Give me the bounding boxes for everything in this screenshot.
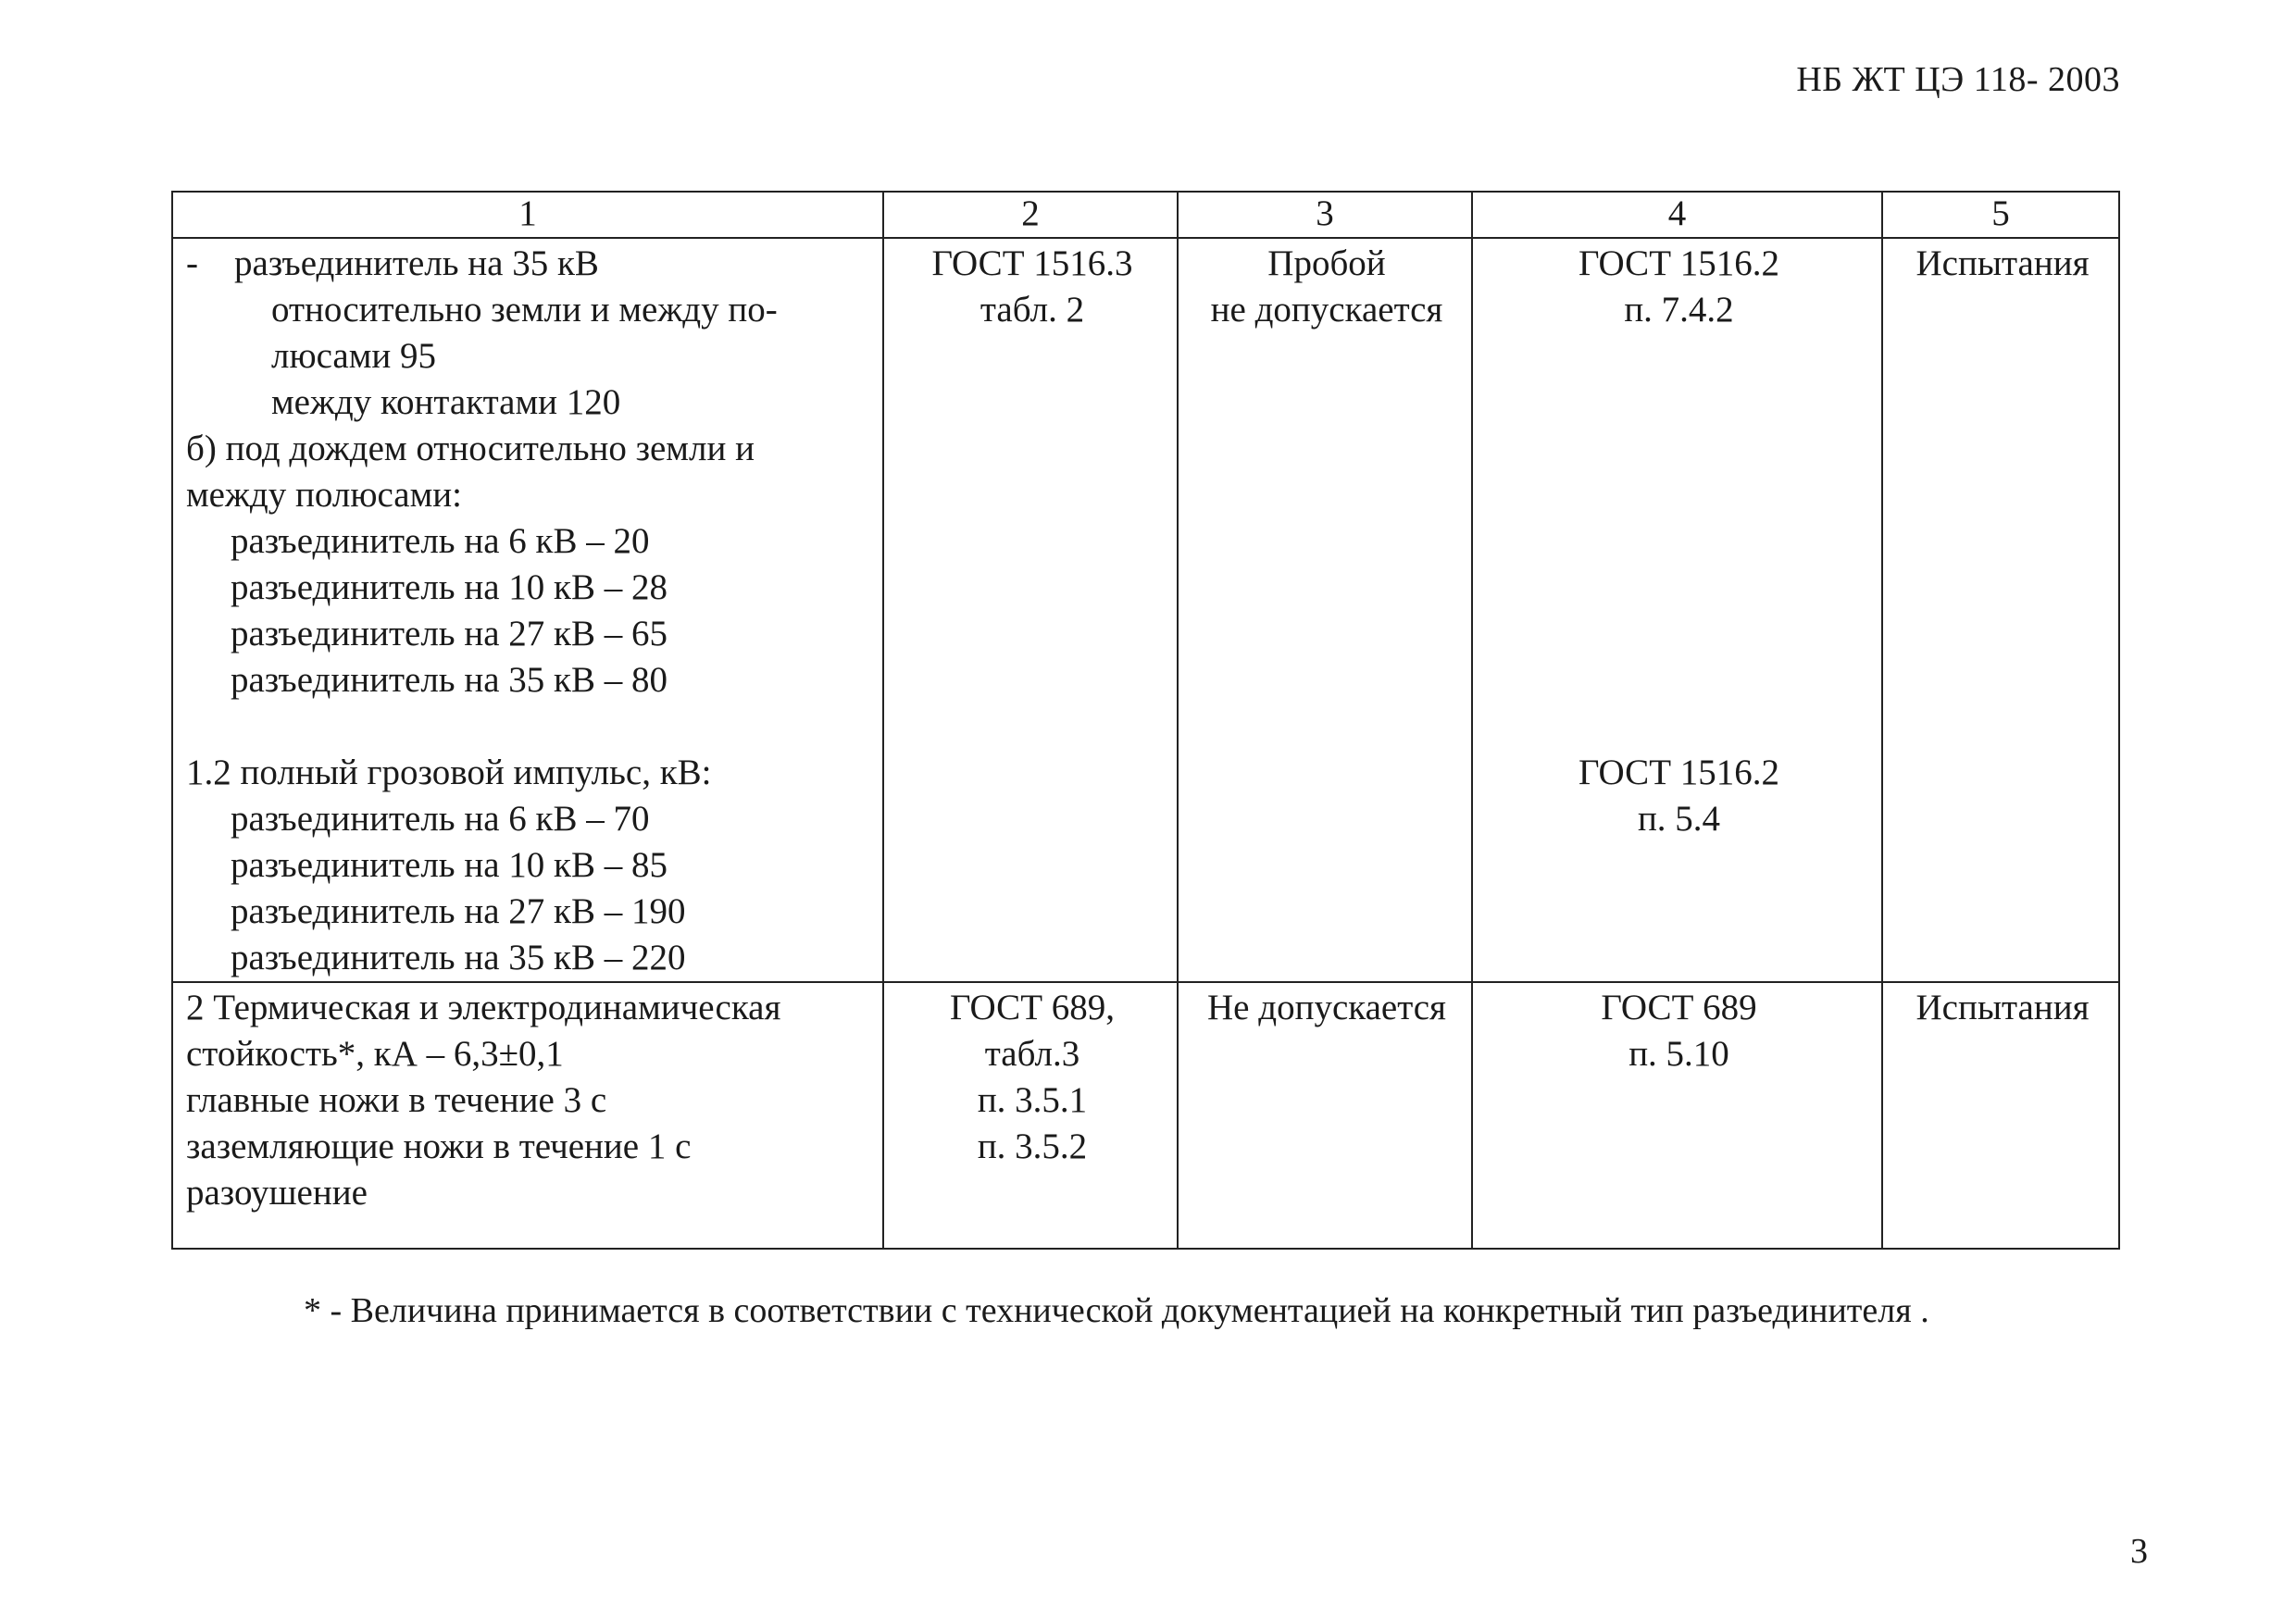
text-line: п. 7.4.2 <box>1624 290 1734 330</box>
text-line: заземляющие ножи в течение 1 с <box>186 1126 692 1166</box>
text-line: б) под дождем относительно земли и <box>186 429 755 468</box>
text-line: ГОСТ 689, <box>949 988 1116 1027</box>
text-line: Пробой <box>1267 243 1386 283</box>
text-line: между полюсами: <box>186 475 462 515</box>
column-header-2: 2 <box>883 192 1178 238</box>
column-header-4: 4 <box>1472 192 1882 238</box>
text-line: относительно земли и между по- <box>271 290 778 330</box>
text-line: ГОСТ 1516.3 <box>931 243 1133 283</box>
text-line: люсами 95 <box>271 336 436 376</box>
text-line: 2 Термическая и электродинамическая <box>186 988 781 1027</box>
text-line: п. 5.4 <box>1637 799 1721 839</box>
cell-standard <box>883 238 1178 982</box>
text-line: не допускается <box>1210 290 1443 330</box>
table-row <box>172 238 2119 982</box>
text-line: п. 5.10 <box>1628 1034 1729 1074</box>
text-line: п. 3.5.2 <box>977 1126 1088 1166</box>
text-line: ГОСТ 689 <box>1601 988 1757 1027</box>
text-line: разъединитель на 35 кВ – 80 <box>231 660 668 700</box>
text-line: табл.3 <box>984 1034 1080 1074</box>
text-line: стойкость*, кА – 6,3±0,1 <box>186 1034 564 1074</box>
cell-test-type <box>1882 238 2119 982</box>
cell-criterion <box>1178 238 1472 982</box>
text-line: 1.2 полный грозовой импульс, кВ: <box>186 753 712 792</box>
document-code: НБ ЖТ ЦЭ 118- 2003 <box>1796 60 2120 99</box>
text-line: ГОСТ 1516.2 <box>1578 243 1780 283</box>
text-line: Испытания <box>1915 243 2090 283</box>
requirements-table <box>171 191 2120 1250</box>
cell-criterion <box>1178 982 1472 1249</box>
text-line: табл. 2 <box>980 290 1085 330</box>
text-line: ГОСТ 1516.2 <box>1578 753 1780 792</box>
text-line: разъединитель на 6 кВ – 70 <box>231 799 650 839</box>
text-line: разъединитель на 27 кВ – 65 <box>231 614 668 653</box>
column-header-5: 5 <box>1882 192 2119 238</box>
column-header-1: 1 <box>172 192 883 238</box>
text-line: разоушение <box>186 1173 368 1213</box>
cell-standard <box>883 982 1178 1249</box>
text-line: между контактами 120 <box>271 382 621 422</box>
column-header-3: 3 <box>1178 192 1472 238</box>
text-line: Не допускается <box>1207 988 1446 1027</box>
cell-test-type <box>1882 982 2119 1249</box>
text-line: разъединитель на 10 кВ – 85 <box>231 845 668 885</box>
cell-method <box>1472 238 1882 982</box>
page-number: 3 <box>2130 1532 2148 1571</box>
table-header-row <box>172 192 2119 238</box>
cell-method <box>1472 982 1882 1249</box>
text-line: разъединитель на 27 кВ – 190 <box>231 891 686 931</box>
text-line: разъединитель на 6 кВ – 20 <box>231 521 650 561</box>
text-line: разъединитель на 10 кВ – 28 <box>231 567 668 607</box>
text-line: Испытания <box>1915 988 2090 1027</box>
table-row <box>172 982 2119 1249</box>
text-line: главные ножи в течение 3 с <box>186 1080 607 1120</box>
text-line: разъединитель на 35 кВ – 220 <box>231 938 686 977</box>
cell-parameter <box>172 238 883 982</box>
text-line: п. 3.5.1 <box>977 1080 1088 1120</box>
footnote: * - Величина принимается в соответствии с технической документацией на конкретный тип разъединителя . <box>304 1291 1929 1330</box>
text-line: - разъединитель на 35 кВ <box>186 243 599 283</box>
cell-parameter <box>172 982 883 1249</box>
spacer <box>186 703 873 750</box>
